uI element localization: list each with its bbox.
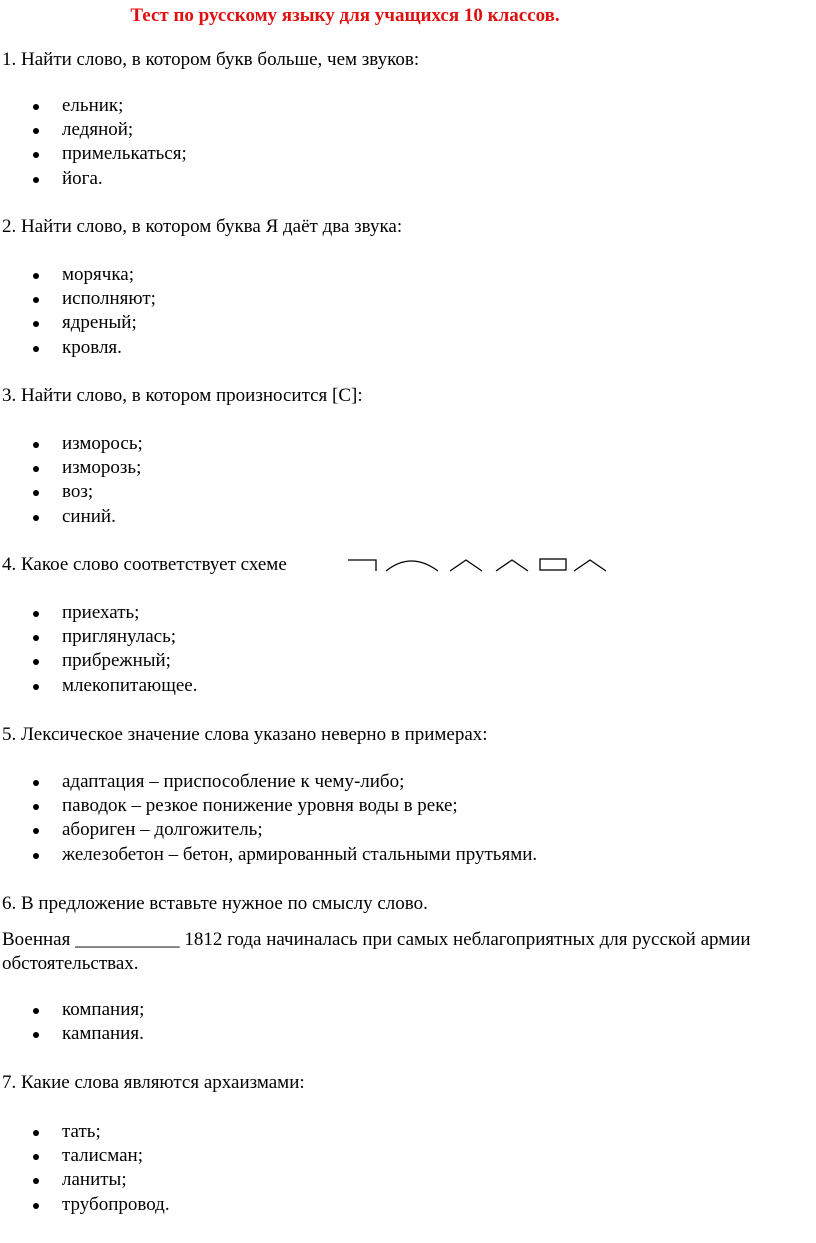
- option: морячка;: [0, 263, 156, 287]
- question-3: 3. Найти слово, в котором произносится [С]:: [2, 385, 363, 406]
- postfix-mark: [574, 560, 606, 571]
- option: млекопитающее.: [0, 674, 197, 698]
- option: паводок – резкое понижение уровня воды в реке;: [0, 794, 537, 818]
- question-3-options: [0, 432, 143, 529]
- root-arc: [386, 561, 438, 571]
- question-4: 4. Какое слово соответствует схеме: [2, 554, 287, 575]
- question-7-options: [0, 1120, 170, 1217]
- question-5: 5. Лексическое значение слова указано неверно в примерах:: [2, 724, 488, 745]
- question-7: 7. Какие слова являются архаизмами:: [2, 1072, 305, 1093]
- prefix-mark: [348, 560, 376, 571]
- suffix-mark: [450, 560, 482, 571]
- question-6: 6. В предложение вставьте нужное по смыслу слово.: [2, 893, 428, 914]
- option: абориген – долгожитель;: [0, 818, 537, 842]
- question-4-options: [0, 601, 197, 698]
- option: компания;: [0, 998, 144, 1022]
- test-title: Тест по русскому языку для учащихся 10 классов.: [130, 5, 560, 26]
- option: кровля.: [0, 336, 156, 360]
- option: йога.: [0, 167, 187, 191]
- option: примелькаться;: [0, 142, 187, 166]
- option: приехать;: [0, 601, 197, 625]
- option: железобетон – бетон, армированный стальными прутьями.: [0, 843, 537, 867]
- option: изморозь;: [0, 456, 143, 480]
- question-2-options: [0, 263, 156, 360]
- question-6-options: [0, 998, 144, 1046]
- morpheme-scheme-icon: [346, 555, 608, 577]
- option: талисман;: [0, 1144, 170, 1168]
- option: кампания.: [0, 1022, 144, 1046]
- option: ельник;: [0, 94, 187, 118]
- suffix-mark: [496, 560, 528, 571]
- option: ланиты;: [0, 1168, 170, 1192]
- option: прибрежный;: [0, 649, 197, 673]
- option: исполняют;: [0, 287, 156, 311]
- option: изморось;: [0, 432, 143, 456]
- option: ледяной;: [0, 118, 187, 142]
- question-5-options: [0, 770, 537, 867]
- option: адаптация – приспособление к чему-либо;: [0, 770, 537, 794]
- option: тать;: [0, 1120, 170, 1144]
- option: синий.: [0, 505, 143, 529]
- question-1: 1. Найти слово, в котором букв больше, чем звуков:: [2, 49, 420, 70]
- question-1-options: [0, 94, 187, 191]
- question-2: 2. Найти слово, в котором буква Я даёт два звука:: [2, 216, 403, 237]
- ending-box: [540, 559, 566, 570]
- option: приглянулась;: [0, 625, 197, 649]
- option: ядреный;: [0, 311, 156, 335]
- option: воз;: [0, 480, 143, 504]
- question-6-sentence: Военная ___________ 1812 года начиналась при самых неблагоприятных для русской армии обстоятельствах.: [2, 929, 751, 974]
- option: трубопровод.: [0, 1193, 170, 1217]
